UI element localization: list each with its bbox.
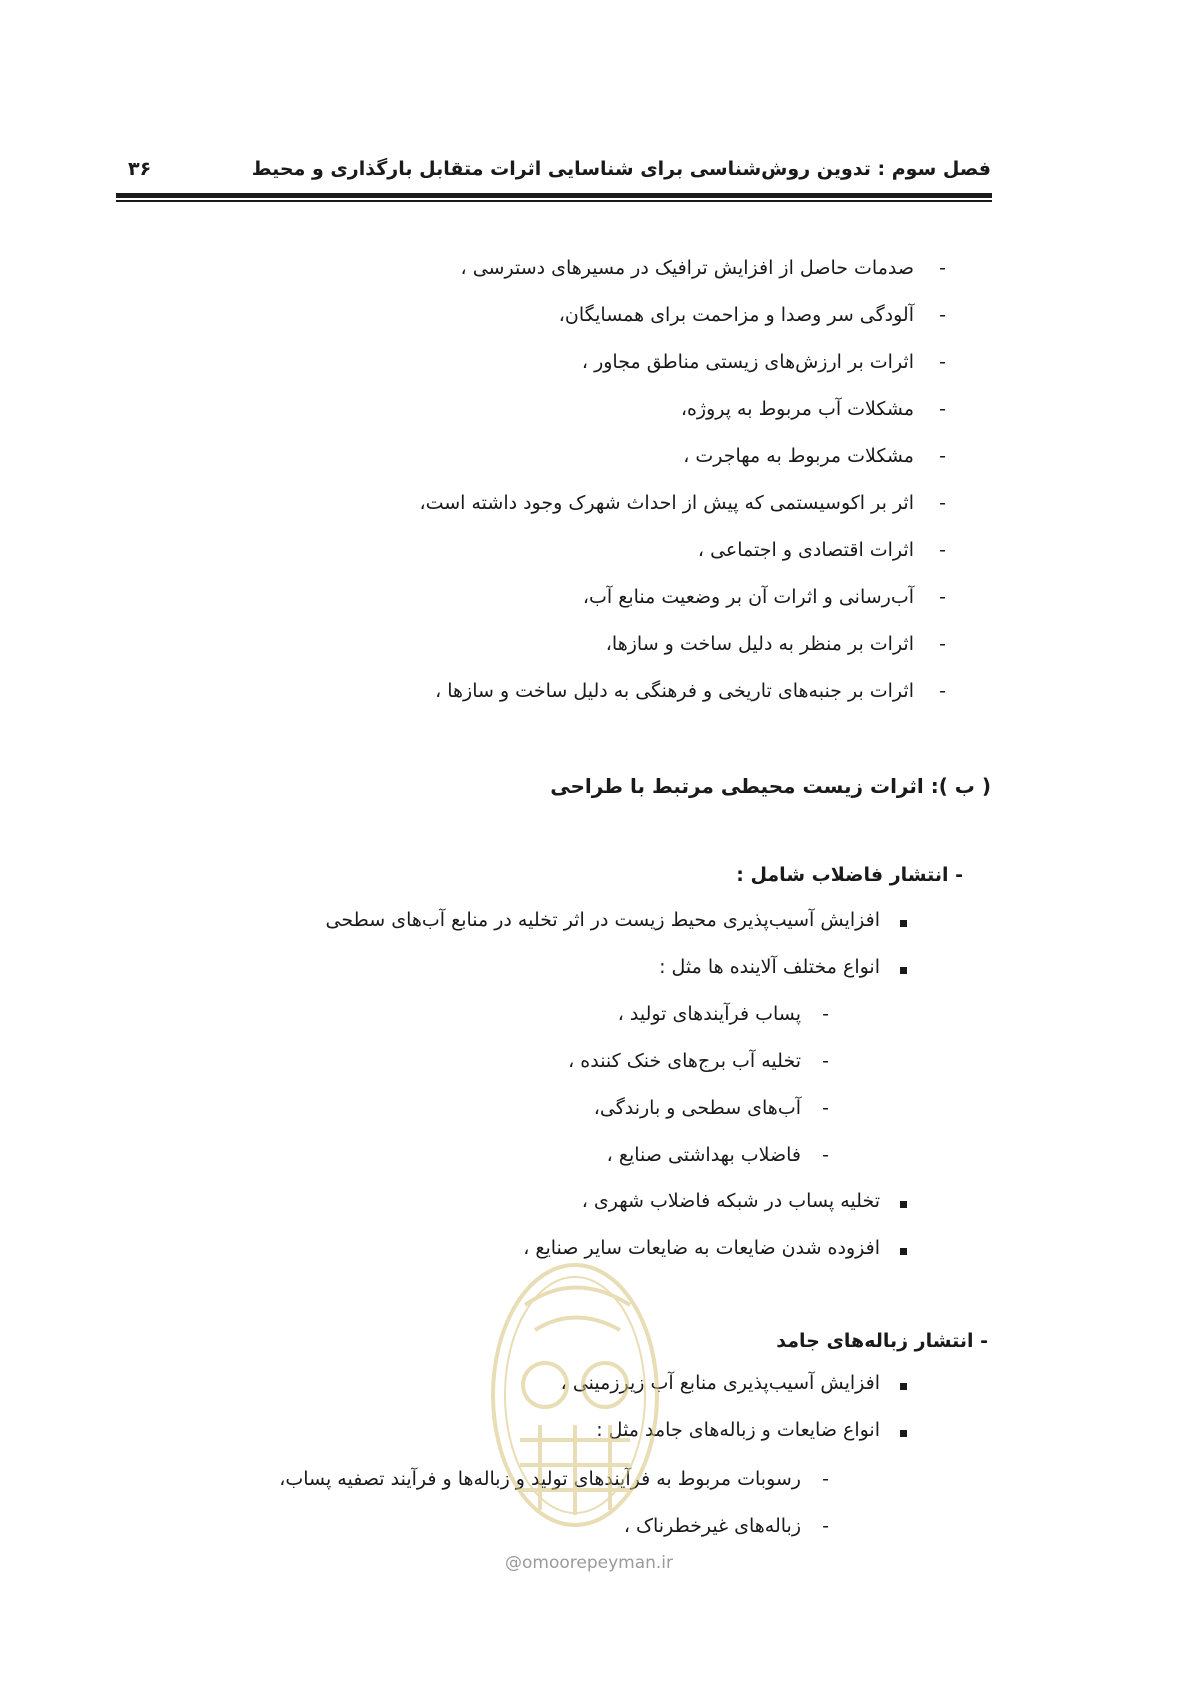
- dash-marker: -: [822, 1515, 829, 1537]
- list-item: اثرات بر ارزش‌های زیستی مناطق مجاور ،: [581, 351, 914, 373]
- list-item: مشکلات آب مربوط به پروژه،: [680, 398, 914, 420]
- sub-item: فاضلاب بهداشتی صنایع ،: [606, 1144, 801, 1166]
- sub-item: رسوبات مربوط به فرآیندهای تولید و زباله‌ها و فرآیند تصفیه پساب،: [279, 1468, 801, 1490]
- page-number: ۳۶: [128, 158, 152, 180]
- dash-marker: -: [939, 445, 946, 467]
- bullet-item: افزایش آسیب‌پذیری منابع آب زیرزمینی ،: [560, 1372, 880, 1394]
- sub-item: تخلیه آب برج‌های خنک کننده ،: [568, 1050, 801, 1072]
- dash-marker: -: [939, 680, 946, 702]
- dash-marker: -: [822, 1097, 829, 1119]
- bullet-item: انواع ضایعات و زباله‌های جامد مثل :: [596, 1419, 880, 1441]
- dash-marker: -: [822, 1050, 829, 1072]
- dash-marker: -: [939, 633, 946, 655]
- header-divider-thin: [116, 200, 992, 202]
- square-bullet: [900, 1201, 907, 1208]
- bullet-item: افزایش آسیب‌پذیری محیط زیست در اثر تخلیه در منابع آب‌های سطحی: [325, 909, 880, 931]
- list-item: آب‌رسانی و اثرات آن بر وضعیت منابع آب،: [582, 586, 914, 608]
- solid-waste-heading: - انتشار زباله‌های جامد: [776, 1330, 988, 1352]
- sub-item: زباله‌های غیرخطرناک ،: [623, 1515, 801, 1537]
- dash-marker: -: [939, 351, 946, 373]
- sub-item: پساب فرآیندهای تولید ،: [617, 1003, 801, 1025]
- bullet-item: انواع مختلف آلاینده ها مثل :: [659, 956, 880, 978]
- square-bullet: [900, 1248, 907, 1255]
- list-item: مشکلات مربوط به مهاجرت ،: [683, 445, 914, 467]
- square-bullet: [900, 920, 907, 927]
- square-bullet: [900, 1383, 907, 1390]
- dash-marker: -: [939, 398, 946, 420]
- list-item: آلودگی سر وصدا و مزاحمت برای همسایگان،: [558, 304, 914, 326]
- section-b-heading: ( ب ): اثرات زیست محیطی مرتبط با طراحی: [550, 774, 991, 798]
- bullet-item: تخلیه پساب در شبکه فاضلاب شهری ،: [581, 1190, 880, 1212]
- list-item: اثرات بر جنبه‌های تاریخی و فرهنگی به دلیل ساخت و سازها ،: [435, 680, 914, 702]
- sub-item: آب‌های سطحی و بارندگی،: [593, 1097, 801, 1119]
- list-item: اثر بر اکوسیستمی که پیش از احداث شهرک وجود داشته است،: [419, 492, 914, 514]
- dash-marker: -: [939, 492, 946, 514]
- dash-marker: -: [939, 539, 946, 561]
- list-item: صدمات حاصل از افزایش ترافیک در مسیرهای دسترسی ،: [460, 257, 914, 279]
- bullet-item: افزوده شدن ضایعات به ضایعات سایر صنایع ،: [523, 1237, 880, 1259]
- dash-marker: -: [939, 586, 946, 608]
- dash-marker: -: [822, 1144, 829, 1166]
- dash-marker: -: [822, 1468, 829, 1490]
- chapter-header-title: فصل سوم : تدوین روش‌شناسی برای شناسایی اثرات متقابل بارگذاری و محیط: [251, 158, 991, 180]
- list-item: اثرات اقتصادی و اجتماعی ،: [697, 539, 914, 561]
- square-bullet: [900, 967, 907, 974]
- watermark-url: @omoorepeyman.ir: [505, 1553, 674, 1573]
- dash-marker: -: [939, 257, 946, 279]
- watermark-logo: [480, 1245, 670, 1545]
- header-divider-thick: [116, 193, 992, 198]
- list-item: اثرات بر منظر به دلیل ساخت و سازها،: [605, 633, 914, 655]
- wastewater-heading: - انتشار فاضلاب شامل :: [736, 864, 963, 886]
- dash-marker: -: [939, 304, 946, 326]
- dash-marker: -: [822, 1003, 829, 1025]
- square-bullet: [900, 1430, 907, 1437]
